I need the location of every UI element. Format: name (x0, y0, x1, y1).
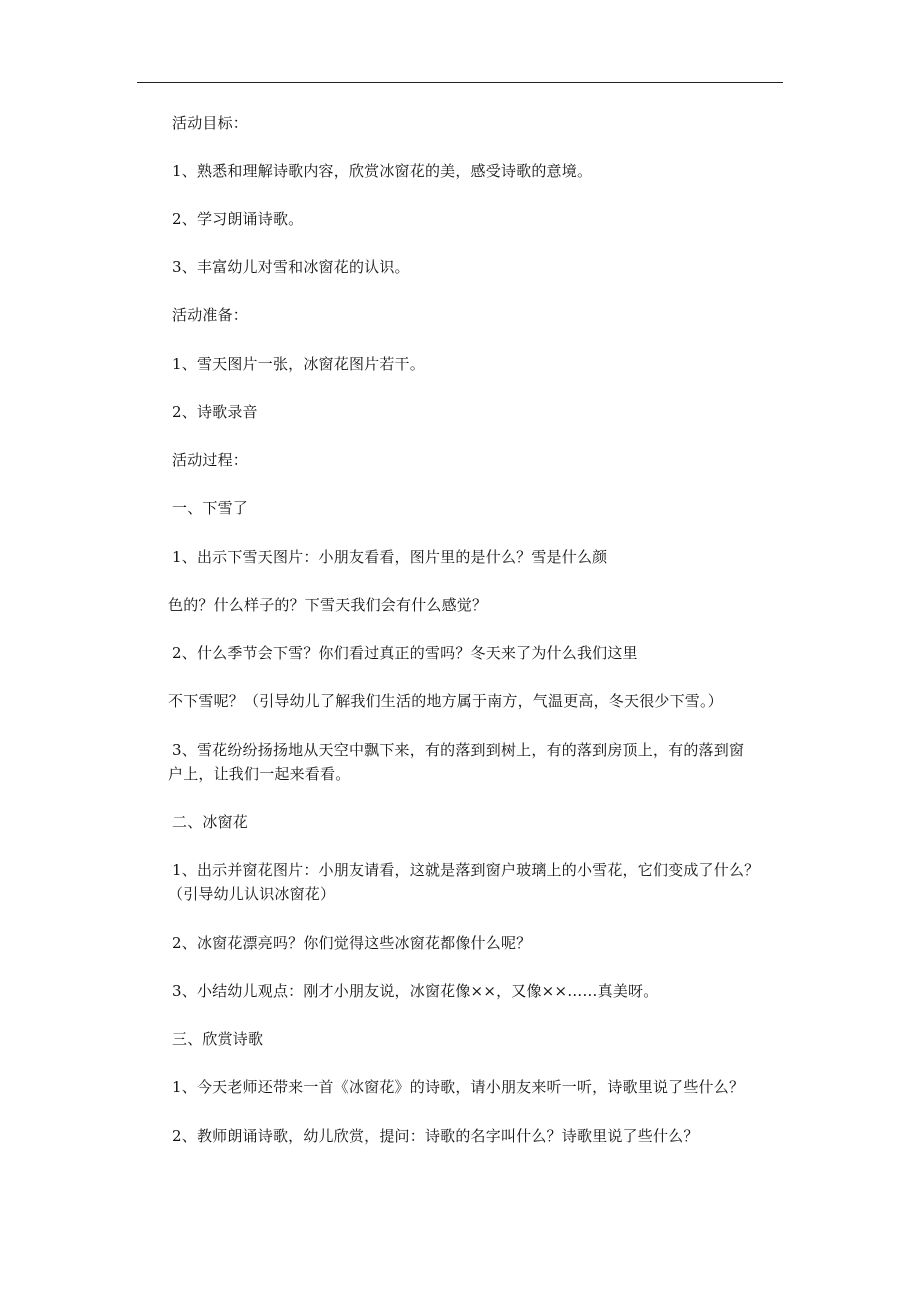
section-heading-preparation: 活动准备： (172, 306, 249, 324)
process-paragraph: 色的？什么样子的？下雪天我们会有什么感觉？ (168, 596, 488, 614)
section-heading-process: 活动过程： (172, 451, 249, 469)
subheading-appreciate-poem: 三、欣赏诗歌 (172, 1030, 264, 1048)
process-paragraph: 2、冰窗花漂亮吗？你们觉得这些冰窗花都像什么呢？ (172, 934, 532, 952)
section-heading-goals: 活动目标： (172, 114, 249, 132)
goal-item: 1、熟悉和理解诗歌内容，欣赏冰窗花的美，感受诗歌的意境。 (172, 162, 593, 180)
process-paragraph: （引导幼儿认识冰窗花） (168, 885, 336, 903)
process-paragraph: 2、什么季节会下雪？你们看过真正的雪吗？冬天来了为什么我们这里 (172, 644, 638, 662)
subheading-snowing: 一、下雪了 (172, 499, 249, 517)
process-paragraph: 1、今天老师还带来一首《冰窗花》的诗歌，请小朋友来听一听，诗歌里说了些什么？ (172, 1078, 745, 1096)
preparation-item: 2、诗歌录音 (172, 403, 258, 421)
process-paragraph: 不下雪呢？（引导幼儿了解我们生活的地方属于南方，气温更高，冬天很少下雪。） (168, 692, 723, 710)
process-paragraph: 3、小结幼儿观点：刚才小朋友说，冰窗花像××，又像××……真美呀。 (172, 982, 659, 1000)
goal-item: 3、丰富幼儿对雪和冰窗花的认识。 (172, 258, 410, 276)
preparation-item: 1、雪天图片一张，冰窗花图片若干。 (172, 355, 425, 373)
process-paragraph: 3、雪花纷纷扬扬地从天空中飘下来，有的落到到树上，有的落到房顶上，有的落到窗 (172, 741, 745, 759)
goal-item: 2、学习朗诵诗歌。 (172, 210, 304, 228)
process-paragraph: 2、教师朗诵诗歌，幼儿欣赏，提问：诗歌的名字叫什么？诗歌里说了些什么？ (172, 1127, 699, 1145)
process-paragraph: 1、出示并窗花图片：小朋友请看，这就是落到窗户玻璃上的小雪花，它们变成了什么？ (172, 861, 760, 879)
process-paragraph: 户上，让我们一起来看看。 (168, 765, 351, 783)
process-paragraph: 1、出示下雪天图片：小朋友看看，图片里的是什么？雪是什么颜 (172, 548, 608, 566)
subheading-ice-window-flowers: 二、冰窗花 (172, 813, 249, 831)
